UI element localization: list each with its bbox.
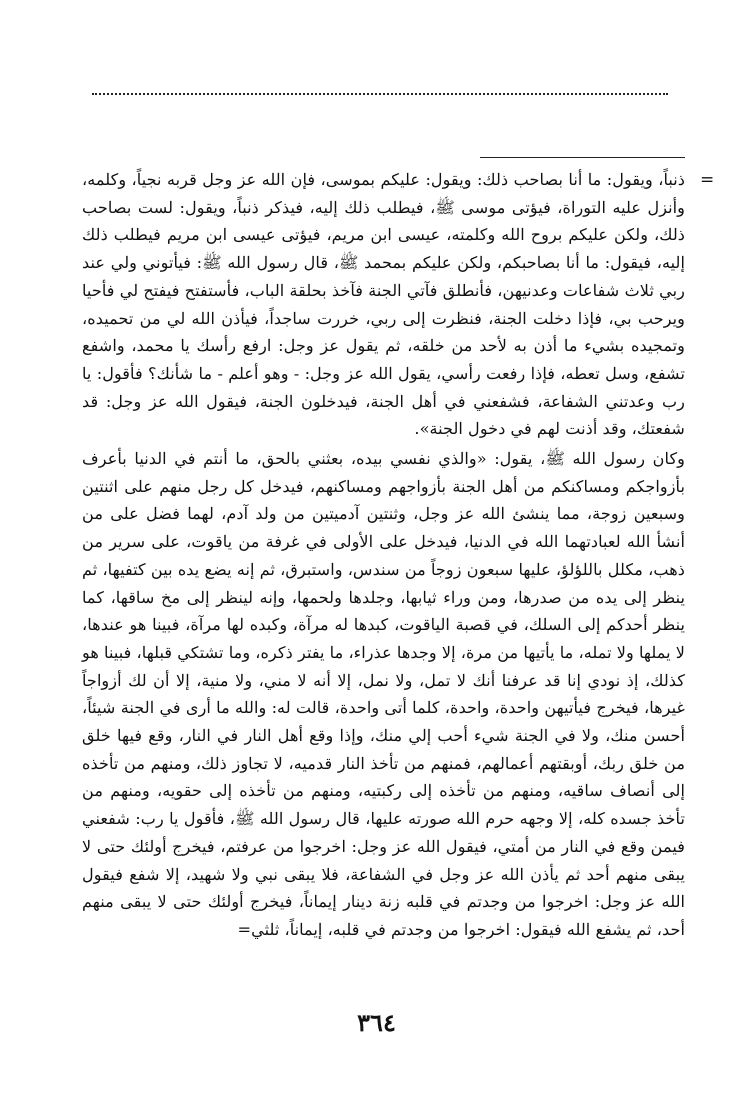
footnote-paragraph-1: ذنباً، ويقول: ما أنا بصاحب ذلك: ويقول: عليكم بموسى، فإن الله عز وجل قربه نجياً، وكلمه، وأنزل عليه التوراة، فيؤتى موسى ﷺ، فيطلب ذلك إليه، فيذكر ذنباً، ويقول: لست بصاحب ذلك، ولكن عليكم بروح الله وكلمته، عيسى ابن مريم، فيؤتى عيسى ابن مريم فيطلب ذلك إليه، فيقول: ما أنا بصاحبكم، ولكن عليكم بمحمد ﷺ، قال رسول الله ﷺ: فيأتوني ولي عند ربي ثلاث شفاعات وعدنيهن، فأنطلق فآتي الجنة فآخذ بحلقة الباب، فأستفتح فيفتح لي فأحيا ويرحب بي، فإذا دخلت الجنة، فنظرت إلى ربي، خررت ساجداً، فيأذن الله لي من تحميده، وتمجيده بشيء ما أذن به لأحد من خلقه، ثم يقول عز وجل: ارفع رأسك يا محمد، واشفع تشفع، وسل تعطه، فإذا رفعت رأسي، يقول الله عز وجل: - وهو أعلم - ما شأنك؟ فأقول: يا رب وعدتني الشفاعة، فشفعني في أهل الجنة، فيدخلون الجنة، فيقول الله عز وجل: قد شفعتك، وقد أذنت لهم في دخول الجنة». xyxy=(82,170,685,439)
footnote-paragraph-2: وكان رسول الله ﷺ، يقول: «والذي نفسي بيده، بعثني بالحق، ما أنتم في الدنيا بأعرف بأزواجكم ومساكنكم من أهل الجنة بأزواجهم ومساكنهم، فيدخل كل رجل منهم على اثنتين وسبعين زوجة، مما ينشئ الله عز وجل، وثنتين آدميتين من ولد آدم، لهما فضل على من أنشأ الله لعبادتهما الله في الدنيا، فيدخل على الأولى في غرفة من ياقوت، على سرير من ذهب، مكلل باللؤلؤ، عليها سبعون زوجاً من سندس، واستبرق، ثم إنه يضع يده بين كتفيها، ثم ينظر إلى يده من صدرها، ومن وراء ثيابها، وجلدها ولحمها، وإنه لينظر إلى مخ ساقها، كما ينظر أحدكم إلى السلك، في قصبة الياقوت، كبدها له مرآة، وكبده لها مرآة، فبينا هو عندها، لا يملها ولا تمله، ما يأتيها من مرة، إلا وجدها عذراء، ما يفتر ذكره، وما تشتكي قبلها، فبينا هو كذلك، إذ نودي إنا قد عرفنا أنك لا تمل، ولا نمل، إلا أنه لا مني، ولا منية، إلا أن لك أزواجاً غيرها، فيخرج فيأتيهن واحدة، واحدة، كلما أتى واحدة، قالت له: والله ما أرى في الجنة شيئاً، أحسن منك، ولا في الجنة شيء أحب إلي منك، وإذا وقع أهل النار في النار، وقع فيها خلق من خلق ربك، أوبقتهم أعمالهم، فمنهم من تأخذ النار قدميه، لا تجاوز ذلك، ومنهم من تأخذه إلى أنصاف ساقيه، ومنهم من تأخذه إلى ركبتيه، ومنهم من تأخذه إلى حقويه، ومنهم من تأخذ جسده كله، إلا وجهه حرم الله صورته عليها، قال رسول الله ﷺ، فأقول يا رب: شفعني فيمن وقع في النار من أمتي، فيقول الله عز وجل: اخرجوا من عرفتم، فيخرج أولئك حتى لا يبقى منهم أحد ثم يأذن الله عز وجل في الشفاعة، فلا يبقى نبي ولا شهيد، إلا شفع فيقول الله عز وجل: اخرجوا من وجدتم في قلبه زنة دينار إيماناً، فيخرج أولئك حتى لا يبقى منهم أحد، ثم يشفع الله فيقول: اخرجوا من وجدتم في قلبه، إيماناً، ثلثي= xyxy=(82,449,685,939)
footnote-separator-line xyxy=(480,157,685,158)
continuation-mark: = xyxy=(700,170,715,190)
header-dotted-rule xyxy=(92,93,668,95)
footnote-text-block xyxy=(82,166,685,944)
page-number: ٣٦٤ xyxy=(357,1008,396,1037)
